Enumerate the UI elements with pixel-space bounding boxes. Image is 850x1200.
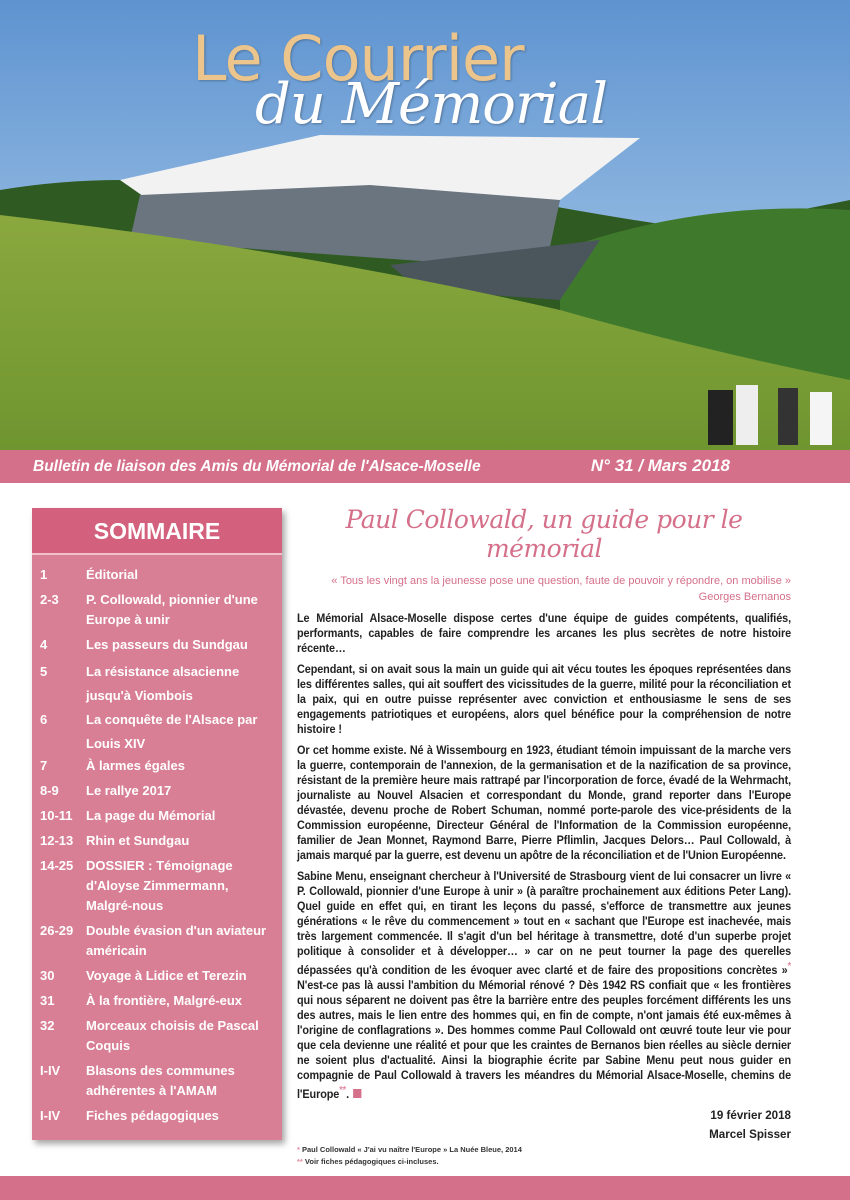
footnote-ref: ** <box>339 1084 347 1096</box>
toc-title: Rhin et Sundgau <box>86 833 190 848</box>
epigraph-author: Georges Bernanos <box>698 591 791 603</box>
paragraph: Or cet homme existe. Né à Wissembourg en 1923, étudiant témoin impuissant de la marche vers la guerre, contemporain de l'annexion, de la germanisation et de la nazification de sa province, résistant de la première heure mais rattrapé par l'incorporation de force, évadé de la Wehrmacht, journaliste au Nouvel Alsacien et correspondant du Monde, grand reporter dans l'Europe dévastée, devenu proche de Robert Schuman, nommé porte-parole des vice-présidents de la Commission européenne, Directeur Général de l'Information de la Commission européenne, familier de Jean Monnet, Raymond Barre, Pierre Pflimlin, Jacques Delors… Paul Collowald, à jamais marqué par la guerre, est devenu un apôtre de la réconciliation et de l'Union Européenne. <box>297 743 792 862</box>
issue-number: N° 31 / Mars 2018 <box>590 456 730 475</box>
article <box>297 505 791 1165</box>
toc-item[interactable] <box>40 781 276 801</box>
toc-page: 1 <box>40 567 48 582</box>
toc-item[interactable] <box>40 966 276 986</box>
paragraph: Cependant, si on avait sous la main un guide qui ait vécu toutes les époques représentées dans les différentes salles, qui ait souffert des vicissitudes de la guerre, milité pour la réconciliation et la paix, qui en outre puisse représenter avec conviction et enthousiasme le sens de ses engagements patriotiques et européens, alors quel bénéfice pour la compréhension de notre histoire ! <box>297 662 792 736</box>
paragraph: Le Mémorial Alsace-Moselle dispose certes d'une équipe de guides compétents, qualifiés, performants, capables de faire comprendre les arcanes les plus secrètes de notre histoire récente… <box>297 611 792 655</box>
toc-list <box>32 555 282 1126</box>
toc-page: I-IV <box>40 1063 61 1078</box>
toc-page: 7 <box>40 758 48 773</box>
toc-title: À larmes égales <box>86 758 186 773</box>
paragraph <box>297 869 791 1102</box>
footnote-text: Paul Collowald « J'ai vu naître l'Europe » La Nuée Bleue, 2014 <box>299 1144 522 1154</box>
toc-title: La résistance alsacienne jusqu'à Viombois <box>86 664 240 703</box>
footnote-ref: * <box>787 961 792 972</box>
bulletin-subtitle: Bulletin de liaison des Amis du Mémorial de l'Alsace-Moselle <box>33 458 481 475</box>
toc-item[interactable] <box>40 1106 276 1126</box>
toc-item[interactable] <box>40 708 276 756</box>
toc-item[interactable] <box>40 991 276 1011</box>
text: Sabine Menu, enseignant chercheur à l'Université de Strasbourg vient de lui consacrer un livre « P. Collowald, pionnier d'une Europe à unir » (à paraître prochainement aux éditions Peter Lang). Quel guide en effet qui, en tirant les leçons du passé, s'efforce de transmettre aux jeunes générations « le rêve du commencement » tout en « sachant que l'Europe est inachevée, mais très largement commencée. Il s'agit d'un bel héritage à transmettre, doté d'un superbe projet politique à consolider et à développer… » car on ne peut tourner la page des querelles dépassées qu'à condition de les évoquer avec clarté et de faire des propositions concrètes » <box>297 869 792 977</box>
toc-item[interactable] <box>40 590 276 630</box>
article-date: 19 février 2018 <box>710 1108 791 1122</box>
footnote-mark: ** <box>297 1156 303 1166</box>
signature <box>297 1106 791 1144</box>
masthead-subtitle: du Mémorial <box>255 72 607 137</box>
toc-heading: SOMMAIRE <box>32 508 282 555</box>
cover-photo <box>0 0 850 450</box>
toc-title: La page du Mémorial <box>86 808 216 823</box>
epigraph <box>297 573 791 605</box>
toc-page: 14-25 <box>40 858 74 873</box>
toc-item[interactable] <box>40 756 276 776</box>
toc-page: I-IV <box>40 1108 61 1123</box>
toc-title: Le rallye 2017 <box>86 783 172 798</box>
toc-page: 4 <box>40 637 48 652</box>
toc-page: 12-13 <box>40 833 74 848</box>
toc-title: P. Collowald, pionnier d'une Europe à unir <box>86 592 258 627</box>
toc-item[interactable] <box>40 856 276 916</box>
toc-page: 8-9 <box>40 783 59 798</box>
toc-title: Blasons des communes adhérentes à l'AMAM <box>86 1063 235 1098</box>
text: . <box>346 1086 350 1101</box>
article-author: Marcel Spisser <box>709 1127 791 1141</box>
table-of-contents <box>32 508 282 1140</box>
toc-title: Double évasion d'un aviateur américain <box>86 923 267 958</box>
footnote-text: Voir fiches pédagogiques ci-incluses. <box>302 1156 439 1166</box>
masthead-title: Le Courrier <box>192 22 524 95</box>
toc-title: Les passeurs du Sundgau <box>86 637 248 652</box>
toc-page: 31 <box>40 993 55 1008</box>
toc-item[interactable] <box>40 921 276 961</box>
toc-page: 32 <box>40 1018 55 1033</box>
toc-item[interactable] <box>40 1016 276 1056</box>
toc-title: À la frontière, Malgré-eux <box>86 993 243 1008</box>
issue-banner <box>0 450 850 483</box>
toc-page: 26-29 <box>40 923 74 938</box>
epigraph-quote: « Tous les vingt ans la jeunesse pose une question, faute de pouvoir y répondre, on mobilise » <box>331 575 791 587</box>
article-title: Paul Collowald, un guide pour le mémorial <box>345 505 743 563</box>
toc-item[interactable] <box>40 565 276 585</box>
end-mark-icon <box>353 1089 361 1098</box>
footnote <box>297 1156 791 1168</box>
toc-item[interactable] <box>40 806 276 826</box>
toc-title: Morceaux choisis de Pascal Coquis <box>86 1018 259 1053</box>
article-body <box>297 605 791 1102</box>
toc-page: 6 <box>40 712 48 727</box>
footnote-mark: * <box>297 1144 300 1154</box>
toc-page: 5 <box>40 664 48 679</box>
toc-item[interactable] <box>40 635 276 655</box>
toc-page: 30 <box>40 968 55 983</box>
toc-title: Fiches pédagogiques <box>86 1108 219 1123</box>
text: N'est-ce pas là aussi l'ambition du Mémorial rénové ? Dès 1942 RS confiait que « les frontières qui nous séparent ne doivent pas être la barrière entre des peuples forcément différents les uns des autres, mais le lien entre des hommes qui, en fin de compte, n'ont jamais été eux-mêmes à l'origine de conflagrations ». Des hommes comme Paul Collowald ont œuvré toute leur vie pour que cela devienne une réalité et pour que les craintes de Bernanos bien réelles au siècle dernier ne soient plus d'actualité. Ainsi la biographie écrite par Sabine Menu peut nous guider en compagnie de Paul Collowald à travers les méandres du Mémorial Alsace-Moselle, chemins de l'Europe <box>297 977 792 1101</box>
toc-item[interactable] <box>40 1061 276 1101</box>
toc-page: 2-3 <box>40 592 59 607</box>
toc-item[interactable] <box>40 660 276 708</box>
footnote <box>297 1144 791 1156</box>
toc-title: La conquête de l'Alsace par Louis XIV <box>86 712 258 751</box>
toc-title: DOSSIER : Témoignage d'Aloyse Zimmermann, Malgré-nous <box>86 858 233 913</box>
toc-title: Éditorial <box>86 567 139 582</box>
toc-item[interactable] <box>40 831 276 851</box>
footer-bar <box>0 1176 850 1200</box>
footnotes <box>297 1144 791 1168</box>
toc-page: 10-11 <box>40 808 73 823</box>
toc-title: Voyage à Lidice et Terezin <box>86 968 247 983</box>
